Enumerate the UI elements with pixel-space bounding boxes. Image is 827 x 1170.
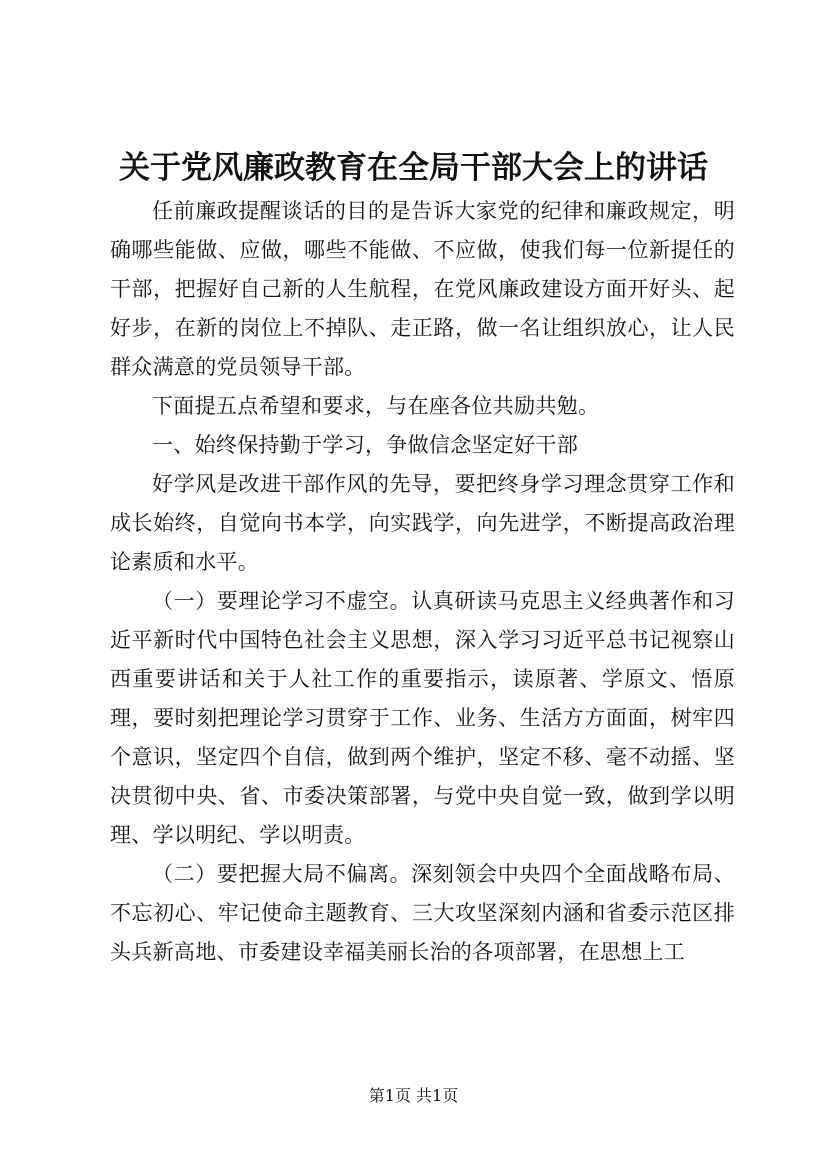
- paragraph-study-style: 好学风是改进干部作风的先导，要把终身学习理念贯穿工作和成长始终，自觉向书本学，向实践学，向先进学，不断提高政治理论素质和水平。: [110, 472, 735, 574]
- paragraph-theory-study: （一）要理论学习不虚空。认真研读马克思主义经典著作和习近平新时代中国特色社会主义思想，深入学习习近平总书记视察山西重要讲话和关于人社工作的重要指示，读原著、学原文、悟原理，要时刻把理论学习贯穿于工作、业务、生活方方面面，树牢四个意识，坚定四个自信，做到两个维护，坚定不移、毫不动摇、坚决贯彻中央、省、市委决策部署，与党中央自觉一致，做到学以明理、学以明纪、学以明责。: [110, 589, 735, 847]
- paragraph-grasp-overall: （二）要把握大局不偏离。深刻领会中央四个全面战略布局、不忘初心、牢记使命主题教育、三大攻坚深刻内涵和省委示范区排头兵新高地、市委建设幸福美丽长治的各项部署，在思想上工: [110, 862, 735, 964]
- paragraph-intro: 任前廉政提醒谈话的目的是告诉大家党的纪律和廉政规定，明确哪些能做、应做，哪些不能做、不应做，使我们每一位新提任的干部，把握好自己新的人生航程，在党风廉政建设方面开好头、起好步，在新的岗位上不掉队、走正路，做一名让组织放心，让人民群众满意的党员领导干部。: [110, 199, 735, 379]
- document-title: 关于党风廉政教育在全局干部大会上的讲话: [119, 150, 708, 186]
- paragraph-hopes: 下面提五点希望和要求，与在座各位共励共勉。: [152, 394, 600, 418]
- section-heading-one: 一、始终保持勤于学习，争做信念坚定好干部: [152, 433, 578, 457]
- page-number-footer: 第1页 共1页: [368, 1086, 459, 1105]
- document-body: [110, 192, 735, 972]
